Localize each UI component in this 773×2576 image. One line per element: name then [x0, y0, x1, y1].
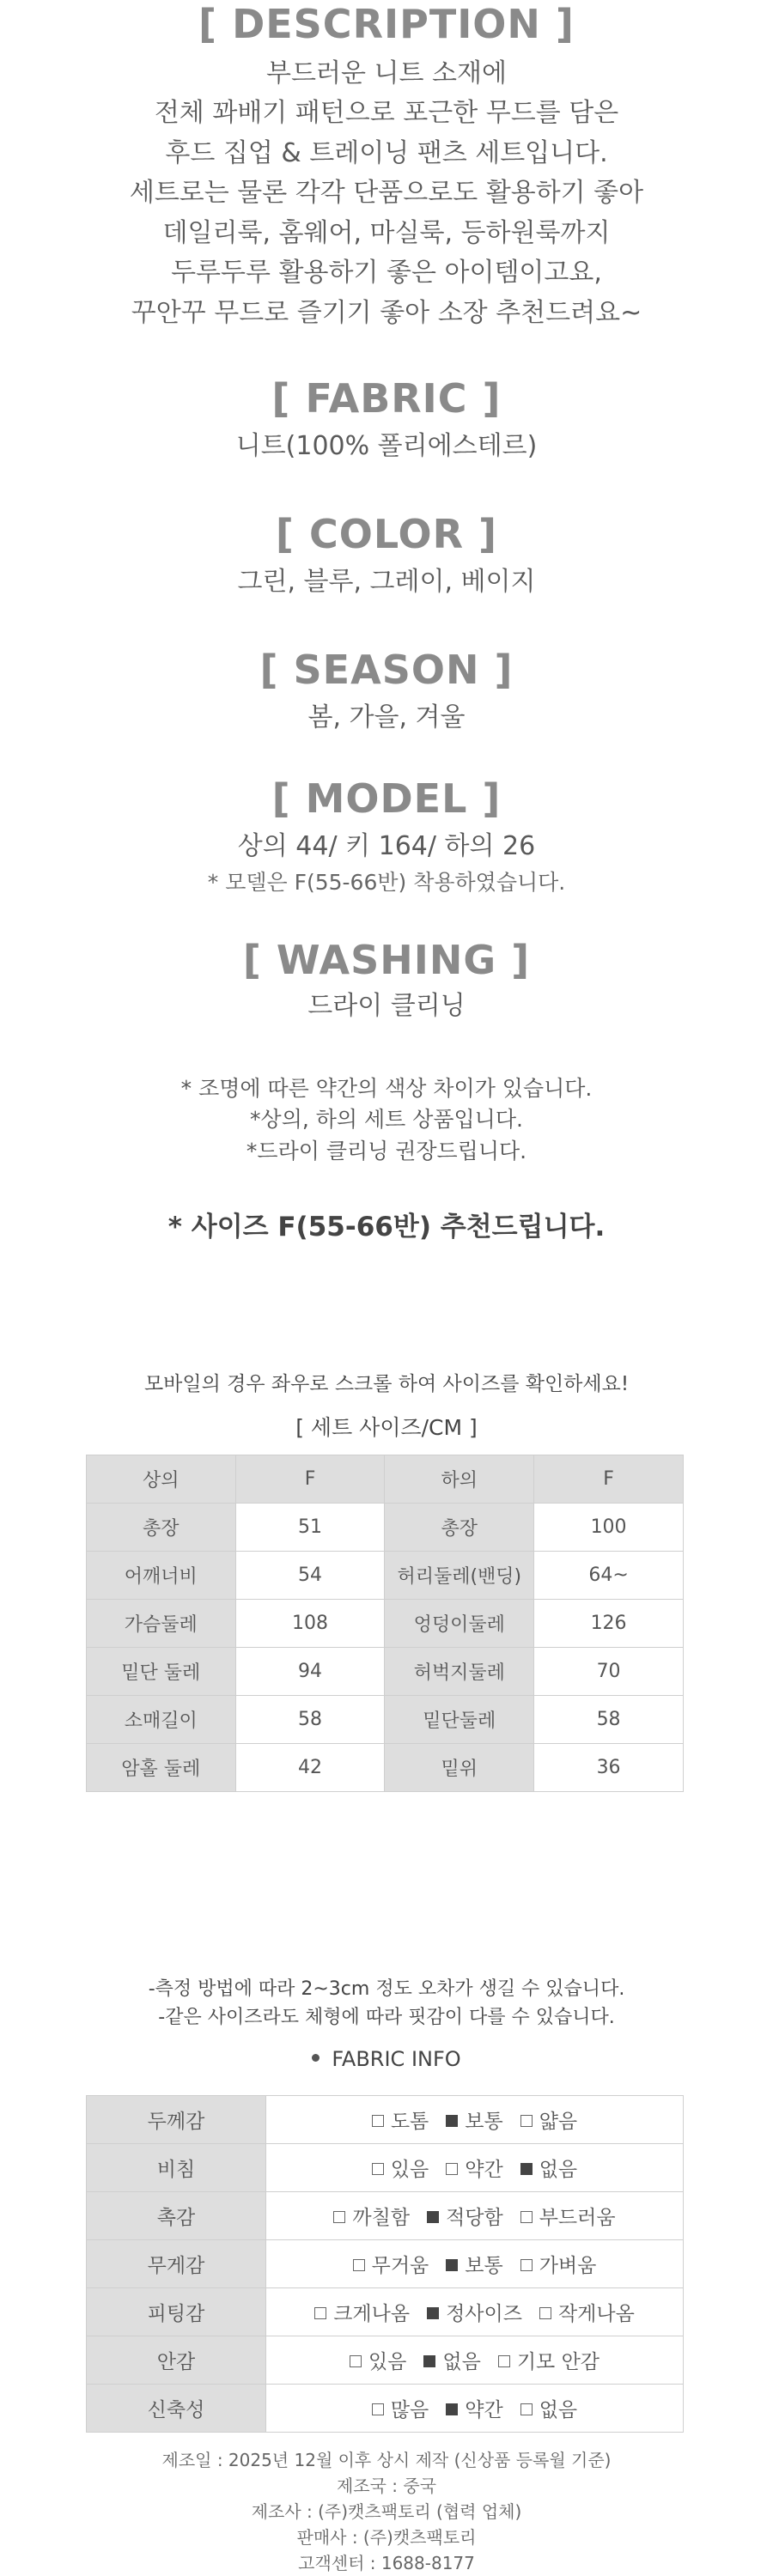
- description-line: 세트로는 물론 각각 단품으로도 활용하기 좋아: [129, 178, 644, 209]
- fabric-info-options: [266, 2096, 684, 2144]
- fabric-option: [446, 2105, 502, 2134]
- fabric-option-label: 보통: [465, 2111, 503, 2133]
- empty-box-icon: [520, 2211, 533, 2223]
- mobile-scroll-hint: 모바일의 경우 좌우로 스크롤 하여 사이즈를 확인하세요!: [143, 1373, 630, 1395]
- checked-box-icon: [427, 2211, 439, 2223]
- season-value: 봄, 가을, 겨울: [307, 702, 466, 732]
- season-section: [0, 647, 773, 738]
- fabric-option-label: 있음: [368, 2351, 407, 2373]
- fabric-option-label: 부드러움: [539, 2207, 616, 2229]
- fabric-info-options: [266, 2385, 684, 2433]
- table-cell: 58: [235, 1696, 385, 1744]
- fabric-option-label: 보통: [465, 2255, 503, 2277]
- fabric-option: [314, 2298, 410, 2326]
- model-value: 상의 44/ 키 164/ 하의 26: [237, 830, 536, 861]
- fabric-option: [427, 2202, 503, 2230]
- fabric-option-label: 적당함: [446, 2207, 503, 2229]
- empty-box-icon: [372, 2163, 384, 2175]
- checked-box-icon: [520, 2163, 533, 2175]
- fabric-info-label: 두께감: [87, 2096, 266, 2144]
- checked-box-icon: [446, 2259, 458, 2271]
- size-table-header: [87, 1455, 684, 1504]
- table-cell: 70: [534, 1648, 684, 1696]
- description-section: [0, 0, 773, 333]
- fabric-info-row: [87, 2288, 684, 2336]
- checked-box-icon: [446, 2115, 458, 2127]
- empty-box-icon: [333, 2211, 345, 2223]
- fabric-option-label: 많음: [390, 2399, 429, 2421]
- note-line: * 조명에 따른 약간의 색상 차이가 있습니다.: [180, 1076, 593, 1101]
- fabric-info-label: 비침: [87, 2144, 266, 2192]
- fabric-option-label: 없음: [539, 2159, 578, 2181]
- table-cell: 가슴둘레: [87, 1600, 236, 1648]
- fabric-option-label: 까칠함: [352, 2207, 411, 2229]
- fabric-info-table: [86, 2095, 684, 2433]
- empty-box-icon: [372, 2115, 384, 2127]
- table-cell: 100: [534, 1504, 684, 1552]
- product-info-footer: [0, 2447, 773, 2576]
- fabric-info-row: [87, 2336, 684, 2385]
- description-title: [ DESCRIPTION ]: [198, 1, 575, 47]
- fabric-info-label: 촉감: [87, 2192, 266, 2240]
- washing-value: 드라이 클리닝: [307, 990, 466, 1021]
- fabric-option-label: 크게나옴: [333, 2303, 411, 2325]
- fabric-info-label: 안감: [87, 2336, 266, 2385]
- fabric-info-options: [266, 2144, 684, 2192]
- fabric-option: [520, 2154, 577, 2182]
- table-cell: 58: [534, 1696, 684, 1744]
- empty-box-icon: [539, 2307, 551, 2319]
- table-cell: 126: [534, 1600, 684, 1648]
- color-section: [0, 512, 773, 602]
- fabric-option: [539, 2298, 635, 2326]
- fabric-option-label: 얇음: [539, 2111, 578, 2133]
- description-line: 전체 꽈배기 패턴으로 포근한 무드를 담은: [154, 98, 619, 129]
- footer-line: 제조국 : 중국: [336, 2476, 437, 2496]
- fabric-info-row: [87, 2144, 684, 2192]
- empty-box-icon: [520, 2403, 533, 2415]
- empty-box-icon: [314, 2307, 326, 2319]
- fabric-info-title: FABRIC INFO: [332, 2047, 461, 2071]
- season-title: [ SEASON ]: [259, 647, 514, 693]
- table-cell: 총장: [87, 1504, 236, 1552]
- measure-note-line: -측정 방법에 따라 2~3cm 정도 오차가 생길 수 있습니다.: [148, 1978, 625, 2000]
- table-row: [87, 1744, 684, 1792]
- table-cell: 64~: [534, 1552, 684, 1600]
- size-table: [86, 1455, 684, 1792]
- table-row: [87, 1648, 684, 1696]
- empty-box-icon: [372, 2403, 384, 2415]
- description-line: 후드 집업 & 트레이닝 팬츠 세트입니다.: [165, 137, 608, 168]
- empty-box-icon: [446, 2163, 458, 2175]
- empty-box-icon: [520, 2259, 533, 2271]
- empty-box-icon: [353, 2259, 365, 2271]
- size-recommendation: * 사이즈 F(55-66반) 추천드립니다.: [167, 1212, 606, 1242]
- table-row: [87, 1552, 684, 1600]
- table-header-cell: 상의: [87, 1455, 236, 1504]
- fabric-option: [350, 2346, 406, 2374]
- fabric-option: [446, 2394, 502, 2422]
- empty-box-icon: [350, 2355, 362, 2367]
- table-row: [87, 1600, 684, 1648]
- model-note: * 모델은 F(55-66반) 착용하였습니다.: [207, 870, 566, 896]
- empty-box-icon: [520, 2115, 533, 2127]
- fabric-option-label: 약간: [465, 2399, 503, 2421]
- fabric-option: [372, 2154, 429, 2182]
- table-cell: 소매길이: [87, 1696, 236, 1744]
- fabric-option: [372, 2394, 429, 2422]
- footer-line: 판매사 : (주)캣츠팩토리: [296, 2527, 477, 2548]
- table-cell: 밑단둘레: [385, 1696, 534, 1744]
- measure-notes: [0, 1975, 773, 2032]
- table-cell: 총장: [385, 1504, 534, 1552]
- note-line: *상의, 하의 세트 상품입니다.: [250, 1107, 523, 1133]
- fabric-option: [520, 2394, 577, 2422]
- fabric-value: 니트(100% 폴리에스테르): [235, 430, 538, 461]
- washing-title: [ WASHING ]: [242, 937, 531, 983]
- fabric-option: [353, 2250, 429, 2278]
- table-cell: 밑단 둘레: [87, 1648, 236, 1696]
- size-table-title: [ 세트 사이즈/CM ]: [295, 1415, 478, 1440]
- table-cell: 108: [235, 1600, 385, 1648]
- fabric-option-label: 없음: [539, 2399, 578, 2421]
- fabric-option-label: 있음: [390, 2159, 429, 2181]
- fabric-option-label: 가벼움: [539, 2255, 597, 2277]
- note-line: *드라이 클리닝 권장드립니다.: [246, 1138, 527, 1163]
- fabric-info-row: [87, 2240, 684, 2288]
- table-header-cell: F: [235, 1455, 385, 1504]
- description-line: 꾸안꾸 무드로 즐기기 좋아 소장 추천드려요~: [131, 297, 642, 328]
- fabric-info-row: [87, 2192, 684, 2240]
- fabric-section: [0, 376, 773, 466]
- fabric-option: [372, 2105, 429, 2134]
- fabric-info-heading: [0, 2047, 773, 2071]
- fabric-info-row: [87, 2385, 684, 2433]
- fabric-option: [520, 2105, 577, 2134]
- fabric-option: [446, 2154, 502, 2182]
- fabric-info-options: [266, 2192, 684, 2240]
- fabric-info-label: 신축성: [87, 2385, 266, 2433]
- fabric-option-label: 정사이즈: [446, 2303, 522, 2325]
- fabric-option: [520, 2250, 597, 2278]
- table-row: [87, 1696, 684, 1744]
- table-cell: 51: [235, 1504, 385, 1552]
- fabric-option-label: 무거움: [371, 2255, 429, 2277]
- fabric-info-options: [266, 2336, 684, 2385]
- footer-line: 제조사 : (주)캣츠팩토리 (협력 업체): [251, 2501, 522, 2522]
- checked-box-icon: [446, 2403, 458, 2415]
- fabric-info-row: [87, 2096, 684, 2144]
- fabric-option-label: 약간: [465, 2159, 503, 2181]
- fabric-option-label: 작게나옴: [557, 2303, 635, 2325]
- measure-note-line: -같은 사이즈라도 체형에 따라 핏감이 다를 수 있습니다.: [158, 2007, 615, 2028]
- fabric-option: [333, 2202, 410, 2230]
- fabric-option-label: 도톰: [390, 2111, 429, 2133]
- fabric-option: [498, 2346, 600, 2374]
- description-line: 부드러운 니트 소재에: [266, 58, 507, 88]
- fabric-info-options: [266, 2288, 684, 2336]
- model-section: [0, 776, 773, 899]
- fabric-option: [427, 2298, 522, 2326]
- table-header-cell: 하의: [385, 1455, 534, 1504]
- table-cell: 암홀 둘레: [87, 1744, 236, 1792]
- fabric-info-label: 무게감: [87, 2240, 266, 2288]
- table-cell: 어깨너비: [87, 1552, 236, 1600]
- checked-box-icon: [427, 2307, 439, 2319]
- table-cell: 허리둘레(밴딩): [385, 1552, 534, 1600]
- empty-box-icon: [498, 2355, 510, 2367]
- notes-block: [0, 1073, 773, 1167]
- fabric-option: [446, 2250, 502, 2278]
- table-cell: 엉덩이둘레: [385, 1600, 534, 1648]
- table-row: [87, 1504, 684, 1552]
- color-value: 그린, 블루, 그레이, 베이지: [237, 566, 536, 597]
- footer-line: 고객센터 : 1688-8177: [298, 2553, 475, 2573]
- bullet-icon: [312, 2054, 320, 2062]
- color-title: [ COLOR ]: [275, 511, 498, 557]
- table-cell: 36: [534, 1744, 684, 1792]
- model-title: [ MODEL ]: [271, 775, 502, 822]
- fabric-option: [423, 2346, 480, 2374]
- table-cell: 94: [235, 1648, 385, 1696]
- description-line: 데일리룩, 홈웨어, 마실룩, 등하원룩까지: [162, 217, 611, 248]
- fabric-option-label: 없음: [442, 2351, 481, 2373]
- table-cell: 54: [235, 1552, 385, 1600]
- table-header-cell: F: [534, 1455, 684, 1504]
- checked-box-icon: [423, 2355, 435, 2367]
- table-cell: 밑위: [385, 1744, 534, 1792]
- description-line: 두루두루 활용하기 좋은 아이템이고요,: [171, 258, 602, 289]
- fabric-info-options: [266, 2240, 684, 2288]
- table-cell: 허벅지둘레: [385, 1648, 534, 1696]
- fabric-info-label: 피팅감: [87, 2288, 266, 2336]
- footer-line: 제조일 : 2025년 12월 이후 상시 제작 (신상품 등록월 기준): [161, 2450, 612, 2470]
- table-cell: 42: [235, 1744, 385, 1792]
- fabric-option: [520, 2202, 616, 2230]
- fabric-title: [ FABRIC ]: [271, 375, 502, 422]
- fabric-option-label: 기모 안감: [516, 2351, 600, 2373]
- washing-section: [0, 938, 773, 1026]
